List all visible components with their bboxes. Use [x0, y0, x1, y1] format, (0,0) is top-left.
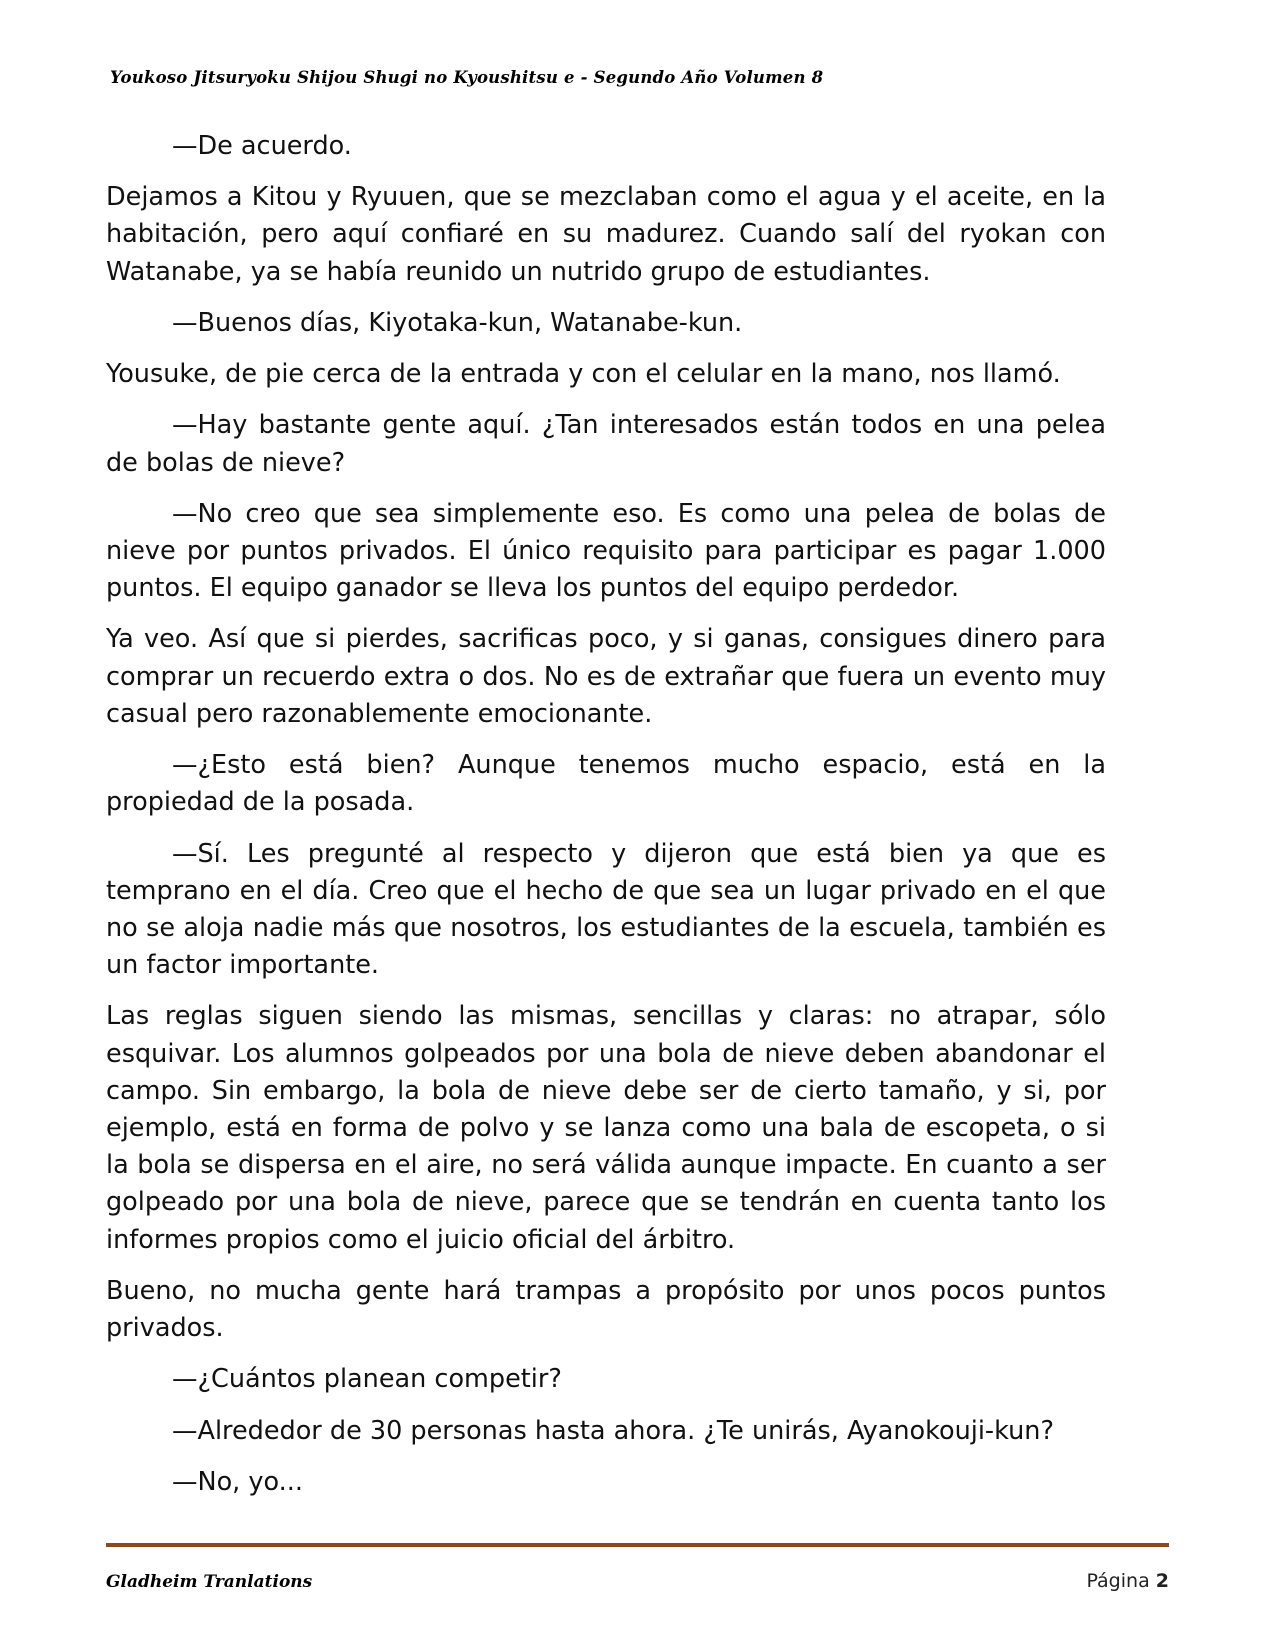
footer-page-label: Página: [1086, 1570, 1150, 1592]
paragraph: Bueno, no mucha gente hará trampas a propósito por unos pocos puntos privados.: [106, 1275, 1106, 1344]
footer-divider: [106, 1543, 1169, 1547]
page-header: Youkoso Jitsuryoku Shijou Shugi no Kyoushitsu e - Segundo Año Volumen 8: [110, 68, 824, 87]
page-footer: [106, 1570, 1169, 1592]
paragraph: —Alrededor de 30 personas hasta ahora. ¿Te unirás, Ayanokouji-kun?: [172, 1415, 1054, 1446]
paragraph: —Sí. Les pregunté al respecto y dijeron que está bien ya que es temprano en el día. Creo que el hecho de que sea un lugar privado en el que no se aloja nadie más que nosotros, los estudiantes de la escuela, también es un factor importante.: [106, 838, 1106, 981]
footer-page-number: 2: [1155, 1570, 1169, 1592]
paragraph: —Hay bastante gente aquí. ¿Tan interesados están todos en una pelea de bolas de nieve?: [106, 410, 1106, 478]
paragraph: —Buenos días, Kiyotaka-kun, Watanabe-kun.: [172, 307, 743, 338]
footer-page-indicator: [1086, 1570, 1169, 1592]
document-body: [106, 128, 1106, 1515]
paragraph: Ya veo. Así que si pierdes, sacrificas poco, y si ganas, consigues dinero para comprar un recuerdo extra o dos. No es de extrañar que fuera un evento muy casual pero razonablemente emocionante.: [106, 624, 1106, 729]
paragraph: —¿Cuántos planean competir?: [172, 1364, 562, 1395]
paragraph: Las reglas siguen siendo las mismas, sencillas y claras: no atrapar, sólo esquivar. Los alumnos golpeados por una bola de nieve deben abandonar el campo. Sin embargo, la bola de nieve debe ser de cierto tamaño, y si, por ejemplo, está en forma de polvo y se lanza como una bala de escopeta, o si la bola se dispersa en el aire, no será válida aunque impacte. En cuanto a ser golpeado por una bola de nieve, parece que se tendrán en cuenta tanto los informes propios como el juicio oficial del árbitro.: [106, 1001, 1106, 1255]
footer-credit: Gladheim Tranlations: [106, 1572, 313, 1592]
paragraph: Yousuke, de pie cerca de la entrada y con el celular en la mano, nos llamó.: [106, 359, 1061, 390]
paragraph: —De acuerdo.: [172, 131, 352, 161]
paragraph: —No, yo...: [172, 1466, 303, 1497]
paragraph: Dejamos a Kitou y Ryuuen, que se mezclaban como el agua y el aceite, en la habitación, pero aquí confiaré en su madurez. Cuando salí del ryokan con Watanabe, ya se había reunido un nutrido grupo de estudiantes.: [106, 182, 1106, 287]
paragraph: —No creo que sea simplemente eso. Es como una pelea de bolas de nieve por puntos privados. El único requisito para participar es pagar 1.000 puntos. El equipo ganador se lleva los puntos del equipo perdedor.: [106, 498, 1106, 604]
paragraph: —¿Esto está bien? Aunque tenemos mucho espacio, está en la propiedad de la posada.: [106, 750, 1106, 818]
